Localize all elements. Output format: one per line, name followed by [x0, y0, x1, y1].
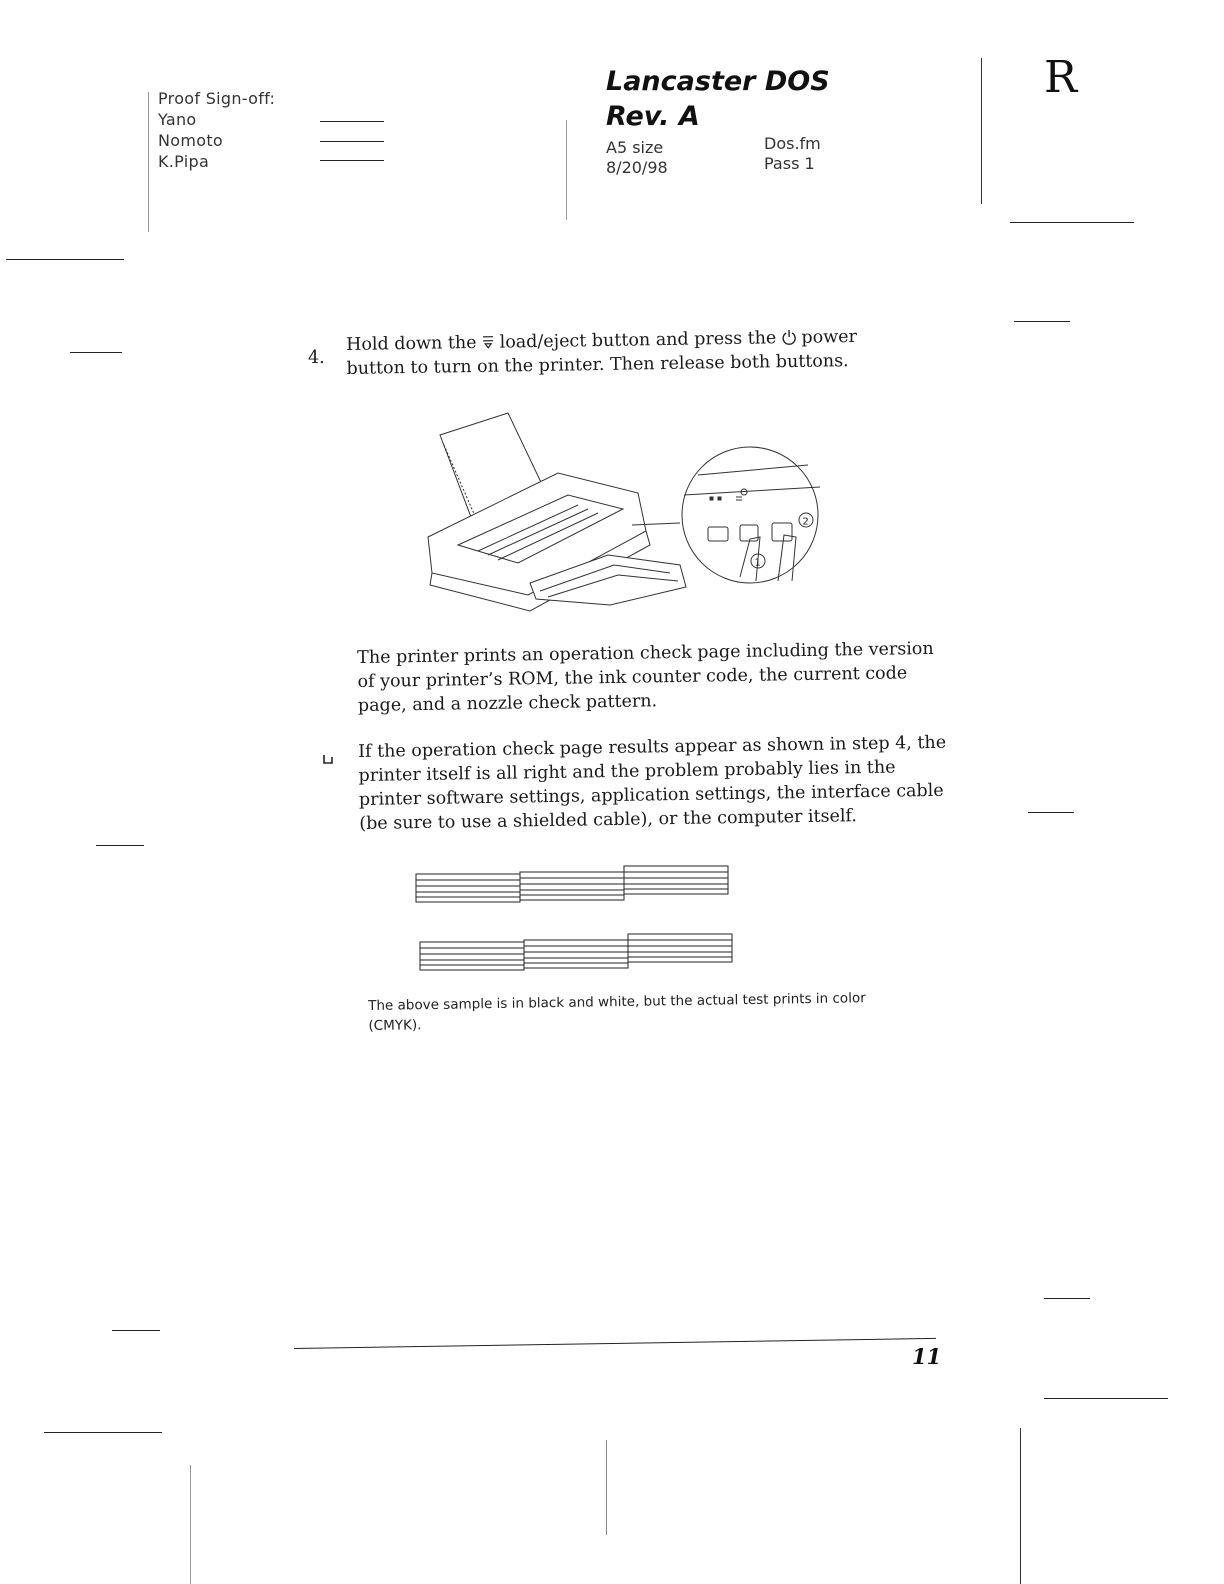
proof-label: Proof Sign-off: — [158, 89, 276, 108]
crop-mark — [1044, 1298, 1090, 1299]
crop-mark — [566, 120, 567, 220]
crop-mark — [1044, 1398, 1168, 1399]
signature-line — [320, 121, 384, 122]
proof-name: Yano — [158, 110, 197, 129]
crop-mark — [606, 1440, 607, 1535]
printer-illustration — [418, 405, 838, 625]
proof-name: K.Pipa — [158, 152, 210, 171]
checkbox-bullet-icon — [322, 750, 334, 769]
paragraph-line: page, and a nozzle check pattern. — [357, 691, 658, 716]
crop-mark — [112, 1330, 160, 1331]
bullet-line: If the operation check page results appear as shown in step 4, the — [358, 732, 947, 762]
crop-mark — [96, 845, 144, 846]
bullet-line: printer software settings, application settings, the interface cable — [358, 780, 944, 810]
nozzle-check-pattern — [414, 862, 738, 972]
proof-signoff — [158, 88, 275, 172]
crop-mark — [70, 352, 122, 353]
caption-line: The above sample is in black and white, but the actual test prints in color — [368, 990, 866, 1014]
proof-name: Nomoto — [158, 131, 223, 150]
load-eject-icon — [482, 333, 494, 347]
crop-mark — [1010, 222, 1134, 223]
title-line: Lancaster DOS — [606, 66, 830, 97]
nozzle-pattern-drawing — [414, 862, 738, 972]
step-number: 4. — [308, 348, 325, 368]
callout-1: 1 — [754, 557, 761, 569]
result-paragraph — [357, 637, 934, 718]
file-info — [764, 134, 821, 174]
bullet-line: (be sure to use a shielded cable), or the computer itself. — [359, 806, 858, 834]
sample-caption — [368, 987, 929, 1036]
crop-mark — [44, 1432, 162, 1433]
pass-label: Pass 1 — [764, 154, 815, 173]
date-label: 8/20/98 — [606, 158, 668, 177]
step-text — [346, 324, 907, 381]
crop-mark — [6, 259, 124, 260]
crop-mark — [1014, 321, 1070, 322]
step-line-1: Hold down the load/eject button and press the power — [346, 326, 858, 355]
caption-line: (CMYK). — [368, 1017, 422, 1034]
crop-mark — [1020, 1428, 1021, 1584]
crop-mark — [190, 1465, 191, 1584]
crop-mark — [981, 58, 982, 204]
step-line-2: button to turn on the printer. Then release both buttons. — [346, 351, 849, 379]
document-title — [606, 64, 830, 134]
signature-line — [320, 141, 384, 142]
revision-line: Rev. A — [606, 101, 700, 132]
paragraph-line: of your printer’s ROM, the ink counter code, the current code — [357, 663, 908, 692]
power-icon — [782, 328, 796, 344]
corner-letter: R — [1044, 52, 1078, 103]
footer-rule — [294, 1338, 936, 1349]
bullet-line: printer itself is all right and the problem probably lies in the — [358, 757, 896, 786]
bullet-text — [358, 731, 947, 836]
size-label: A5 size — [606, 138, 664, 157]
signature-line — [320, 160, 384, 161]
paragraph-line: The printer prints an operation check page including the version — [357, 638, 934, 668]
crop-mark — [1028, 812, 1074, 813]
callout-2: 2 — [802, 516, 809, 528]
file-name: Dos.fm — [764, 134, 821, 153]
page-size-info — [606, 138, 668, 178]
crop-mark — [148, 92, 149, 232]
printer-drawing — [418, 405, 838, 625]
page-number: 11 — [912, 1344, 942, 1369]
